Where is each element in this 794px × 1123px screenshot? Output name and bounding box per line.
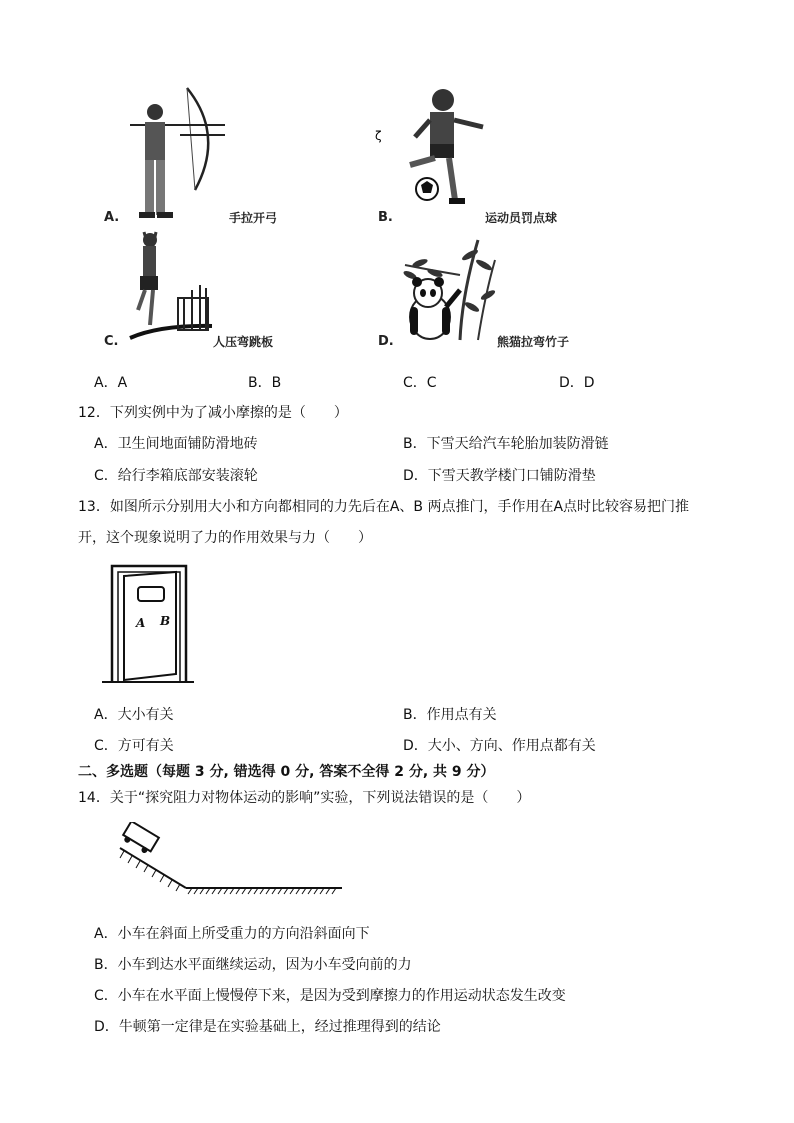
figure-c-caption: 人压弯跳板: [213, 335, 274, 349]
q13-option-d[interactable]: D．大小、方向、作用点都有关: [403, 738, 596, 754]
q13-option-a[interactable]: A．大小有关: [94, 707, 174, 723]
q11-option-c[interactable]: C．C: [403, 375, 437, 391]
door-point-a-label: A: [136, 616, 146, 630]
q11-option-d[interactable]: D．D: [559, 375, 595, 391]
door-point-b-label: B: [160, 614, 171, 628]
q13-stem-line1: 13．如图所示分别用大小和方向都相同的力先后在A、B 两点推门，手作用在A点时比较容易把门推: [78, 499, 690, 515]
figure-b-caption: 运动员罚点球: [485, 211, 558, 225]
figure-a-caption: 手拉开弓: [229, 211, 278, 225]
q14-option-c[interactable]: C．小车在水平面上慢慢停下来，是因为受到摩擦力的作用运动状态发生改变: [94, 988, 566, 1004]
svg-text:ζ: ζ: [375, 129, 382, 143]
figure-c-letter: C.: [104, 334, 119, 349]
door-illustration: [102, 562, 194, 686]
diving-board-illustration: [120, 230, 220, 345]
figure-d-letter: D.: [378, 334, 394, 349]
q12-option-c[interactable]: C．给行李箱底部安装滚轮: [94, 468, 258, 484]
figure-a-letter: A.: [104, 210, 120, 225]
q12-option-b[interactable]: B．下雪天给汽车轮胎加装防滑链: [403, 436, 609, 452]
soccer-player-illustration: [375, 85, 490, 215]
incline-cart-illustration: [112, 822, 347, 902]
q12-stem: 12．下列实例中为了减小摩擦的是（ ）: [78, 405, 348, 421]
q13-option-b[interactable]: B．作用点有关: [403, 707, 497, 723]
q12-option-a[interactable]: A．卫生间地面铺防滑地砖: [94, 436, 258, 452]
q13-stem-line2: 开，这个现象说明了力的作用效果与力（ ）: [78, 530, 372, 546]
panda-bamboo-illustration: [400, 235, 500, 345]
archer-illustration: [125, 80, 235, 225]
q12-option-d[interactable]: D．下雪天教学楼门口铺防滑垫: [403, 468, 596, 484]
figure-b-letter: B.: [378, 210, 393, 225]
q11-option-a[interactable]: A．A: [94, 375, 128, 391]
q14-option-d[interactable]: D．牛顿第一定律是在实验基础上，经过推理得到的结论: [94, 1019, 441, 1035]
q11-option-b[interactable]: B．B: [248, 375, 282, 391]
q14-option-b[interactable]: B．小车到达水平面继续运动，因为小车受向前的力: [94, 957, 412, 973]
figure-d-caption: 熊猫拉弯竹子: [497, 335, 570, 349]
q14-option-a[interactable]: A．小车在斜面上所受重力的方向沿斜面向下: [94, 926, 370, 942]
section-2-title: 二、多选题（每题 3 分, 错选得 0 分, 答案不全得 2 分, 共 9 分）: [78, 764, 495, 780]
q13-option-c[interactable]: C．方可有关: [94, 738, 174, 754]
door-figure: [102, 562, 194, 686]
q14-stem: 14．关于“探究阻力对物体运动的影响”实验，下列说法错误的是（ ）: [78, 790, 531, 806]
